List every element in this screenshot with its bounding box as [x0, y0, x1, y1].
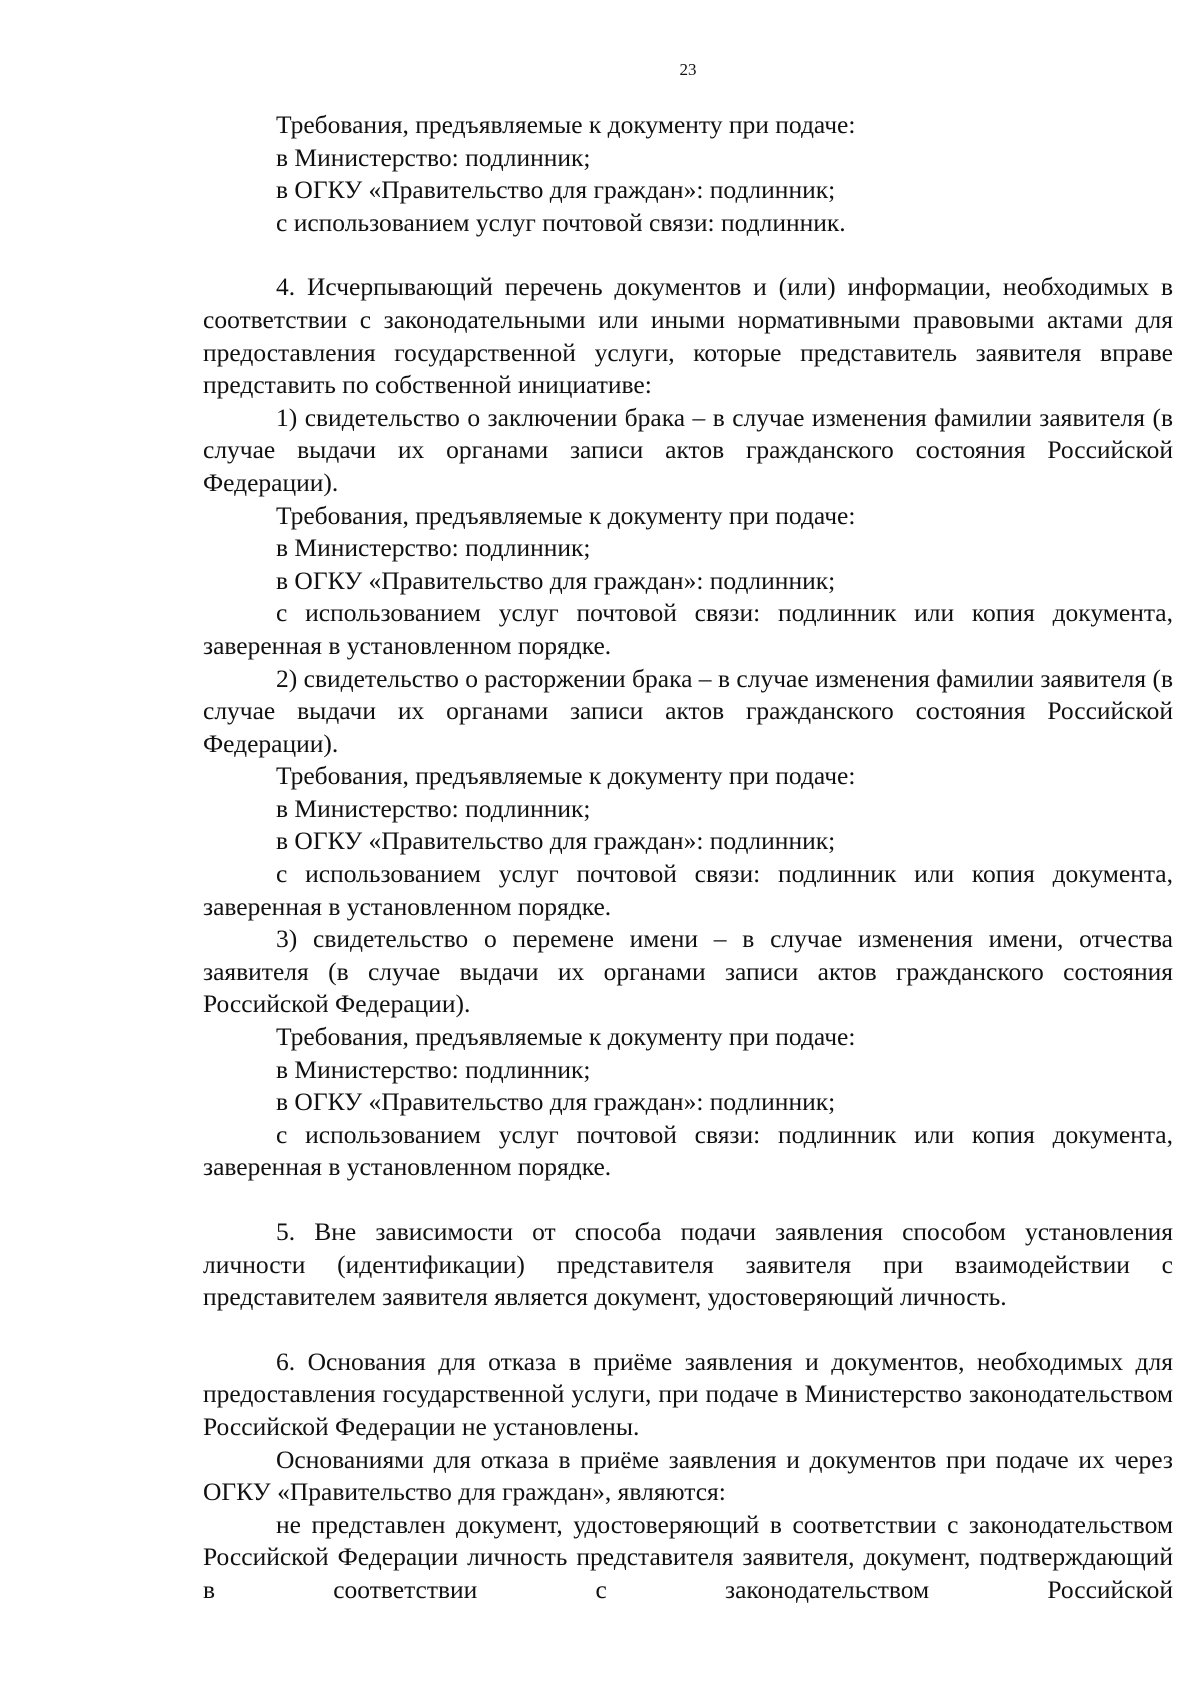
requirements-title: Требования, предъявляемые к документу при подаче:: [276, 500, 856, 530]
paragraph-gap: [203, 1184, 1173, 1216]
section-4-item-2: 2) свидетельство о расторжении брака – в случае изменения фамилии заявителя (в случае выдачи их органами записи актов гражданского состояния Российской Федерации).: [203, 663, 1173, 758]
paragraph-gap: [203, 1314, 1173, 1346]
requirement-ogku: в ОГКУ «Правительство для граждан»: подлинник;: [276, 175, 836, 205]
section-4-intro: 4. Исчерпывающий перечень документов и (или) информации, необходимых в соответствии с законодательными или иными нормативными правовыми актами для предоставления государственной услуги, которые представитель заявителя вправе представить по собственной инициативе:: [203, 272, 1173, 400]
section-6-paragraph-2: Основаниями для отказа в приёме заявления и документов при подаче их через ОГКУ «Правительство для граждан», являются:: [203, 1444, 1173, 1507]
section-4-item-1: 1) свидетельство о заключении брака – в случае изменения фамилии заявителя (в случае выдачи их органами записи актов гражданского состояния Российской Федерации).: [203, 402, 1173, 497]
requirement-ministry: в Министерство: подлинник;: [276, 1054, 591, 1084]
requirement-post: с использованием услуг почтовой связи: подлинник или копия документа, заверенная в установленном порядке.: [203, 598, 1173, 660]
document-body: [203, 109, 1173, 1607]
requirements-title: Требования, предъявляемые к документу при подаче:: [276, 761, 856, 791]
section-6-paragraph-3: не представлен документ, удостоверяющий в соответствии с законодательством Российской Федерации личность представителя заявителя, документ, подтверждающий в соответствии с законодательством Российской: [203, 1509, 1173, 1604]
requirement-ministry: в Министерство: подлинник;: [276, 533, 591, 563]
requirement-ogku: в ОГКУ «Правительство для граждан»: подлинник;: [276, 826, 836, 856]
requirements-title: Требования, предъявляемые к документу при подаче:: [276, 1022, 856, 1052]
section-4-item-3: 3) свидетельство о перемене имени – в случае изменения имени, отчества заявителя (в случае выдачи их органами записи актов гражданского состояния Российской Федерации).: [203, 924, 1173, 1019]
section-5: 5. Вне зависимости от способа подачи заявления способом установления личности (идентификации) представителя заявителя при взаимодействии с представителем заявителя является документ, удостоверяющий личность.: [203, 1217, 1173, 1312]
requirement-ogku: в ОГКУ «Правительство для граждан»: подлинник;: [276, 565, 836, 595]
requirements-title: Требования, предъявляемые к документу при подаче:: [276, 110, 856, 139]
section-6-paragraph-1: 6. Основания для отказа в приёме заявления и документов, необходимых для предоставления государственной услуги, при подаче в Министерство законодательством Российской Федерации не установлены.: [203, 1346, 1173, 1441]
requirement-ministry: в Министерство: подлинник;: [276, 142, 591, 172]
requirement-post: с использованием услуг почтовой связи: подлинник или копия документа, заверенная в установленном порядке.: [203, 1119, 1173, 1182]
requirement-ogku: в ОГКУ «Правительство для граждан»: подлинник;: [276, 1087, 836, 1117]
requirement-post: с использованием услуг почтовой связи: подлинник или копия документа, заверенная в установленном порядке.: [203, 859, 1173, 921]
requirement-post: с использованием услуг почтовой связи: подлинник.: [276, 207, 846, 237]
requirement-ministry: в Министерство: подлинник;: [276, 793, 591, 823]
paragraph-gap: [203, 239, 1173, 271]
page-number: 23: [679, 60, 697, 79]
